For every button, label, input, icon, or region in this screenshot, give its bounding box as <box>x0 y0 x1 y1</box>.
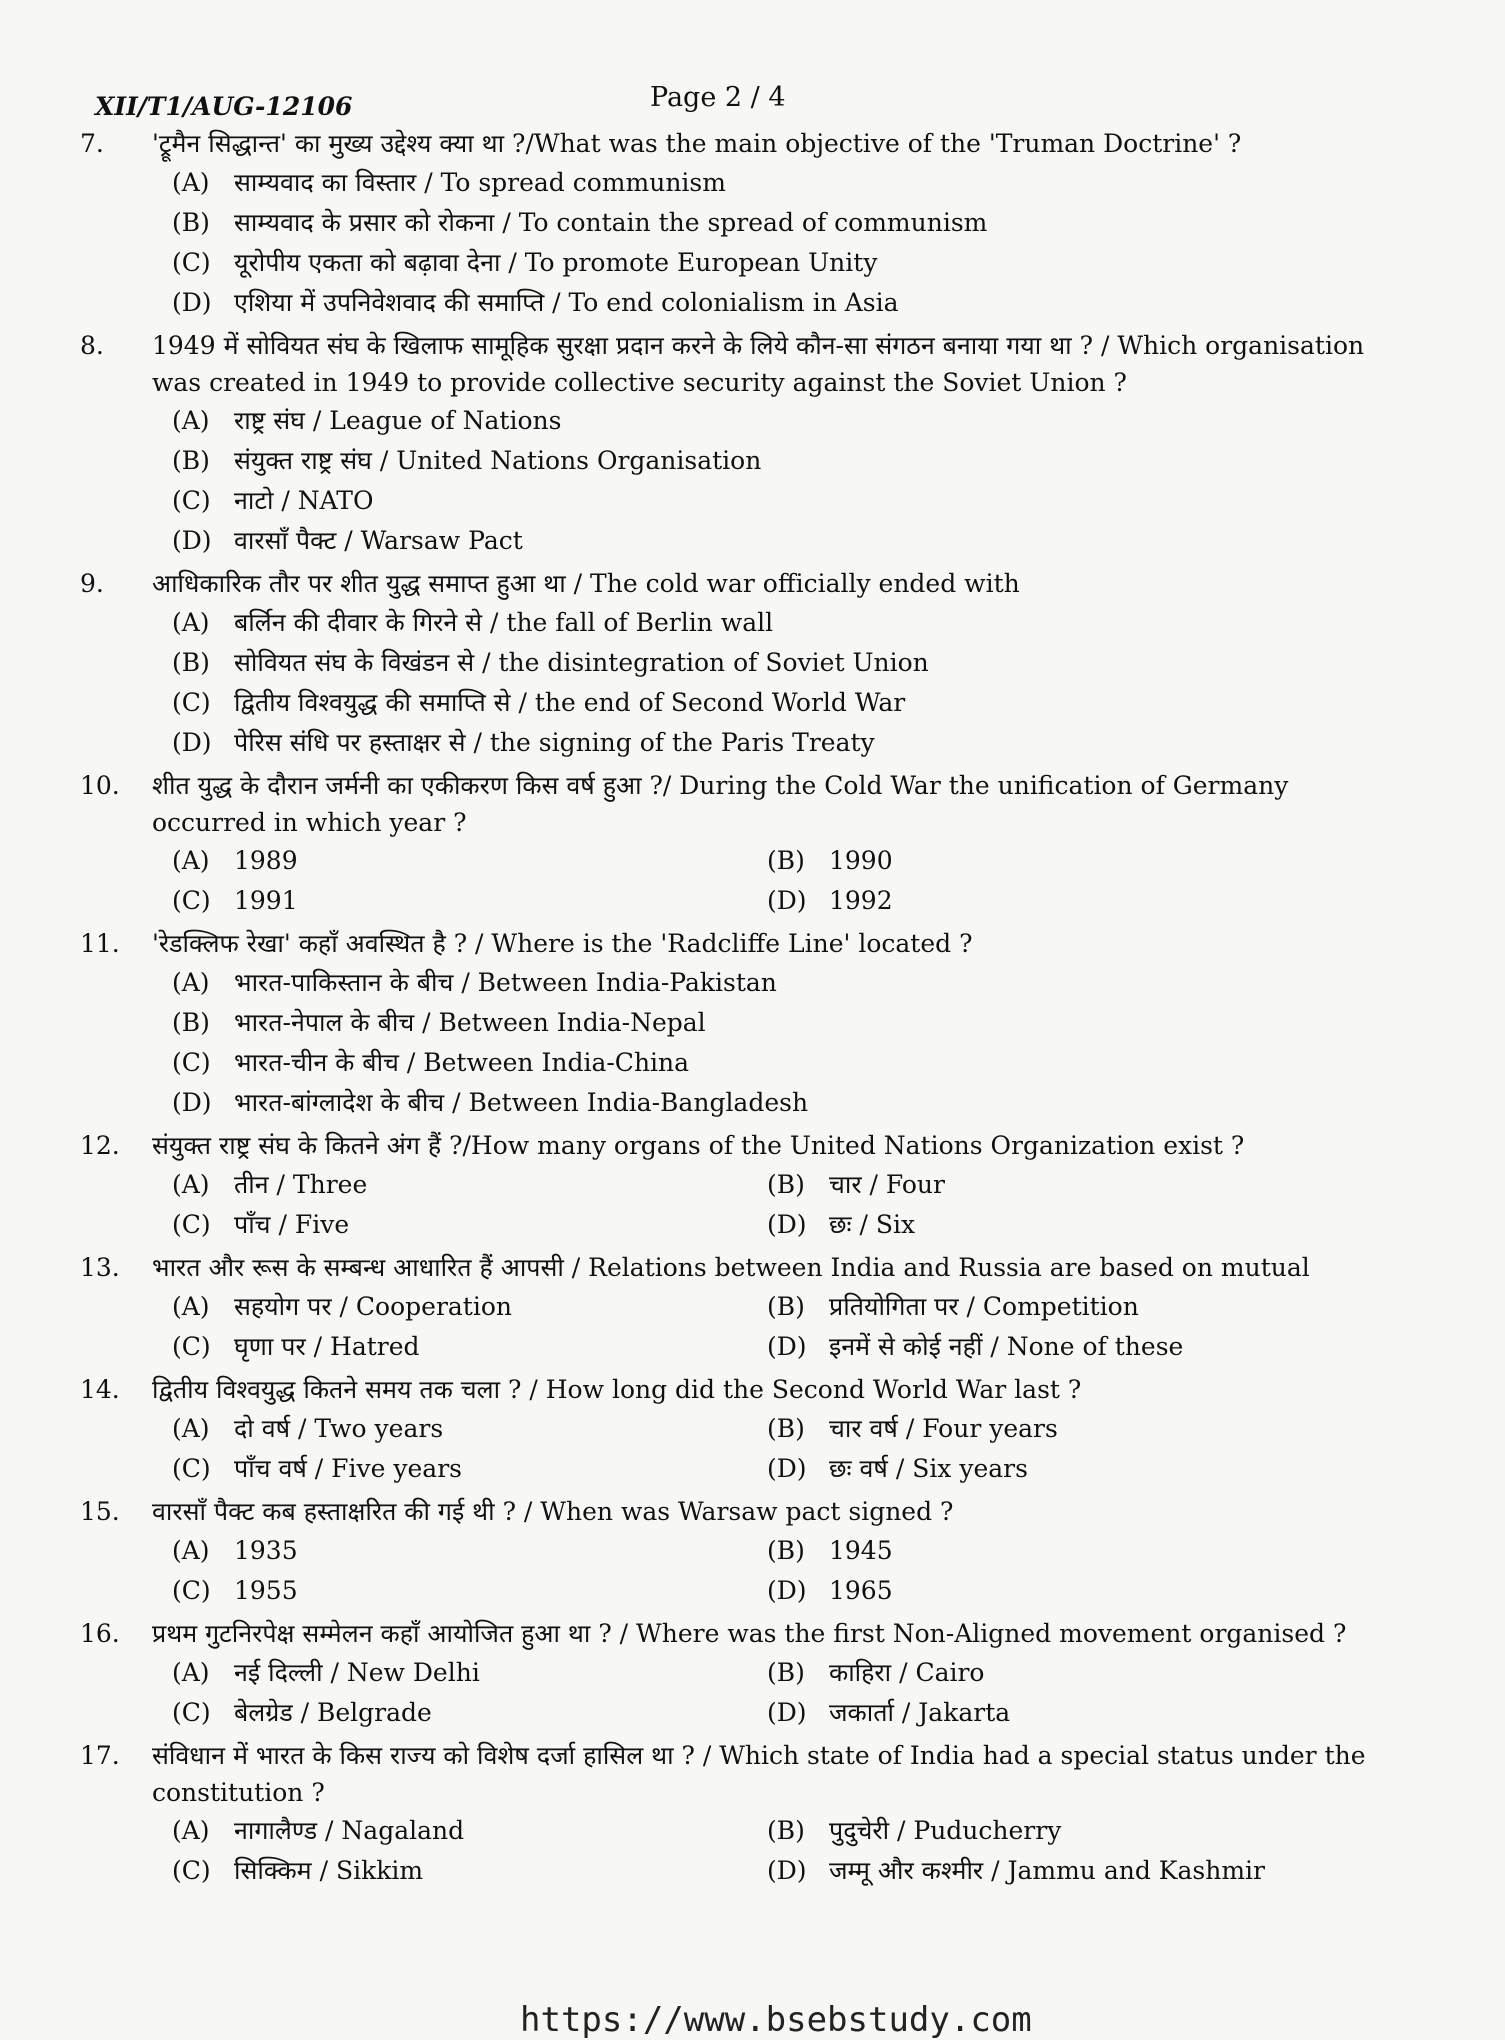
option-text: इनमें से कोई नहीं / None of these <box>829 1332 1184 1361</box>
option-label: (A) <box>172 1536 210 1565</box>
option <box>767 1449 1380 1489</box>
option-label: (B) <box>767 1292 805 1321</box>
option <box>767 841 1380 881</box>
question-row <box>80 1127 1380 1165</box>
options <box>172 163 1380 323</box>
question-row <box>80 1371 1380 1409</box>
footer-url: https://www.bsebstudy.com <box>520 2000 1032 2040</box>
option-label: (B) <box>767 1170 805 1199</box>
option <box>767 1531 1380 1571</box>
option-text: सिक्किम / Sikkim <box>234 1856 424 1885</box>
option-text: चार वर्ष / Four years <box>829 1414 1058 1443</box>
option-text: बर्लिन की दीवार के गिरने से / the fall of Berlin wall <box>234 608 774 637</box>
question-number: 14. <box>80 1375 120 1404</box>
option-text: भारत-चीन के बीच / Between India-China <box>234 1048 690 1077</box>
option-text: 1965 <box>829 1576 893 1605</box>
question-number: 15. <box>80 1497 120 1526</box>
option-label: (A) <box>172 1658 210 1687</box>
option-label: (D) <box>172 526 212 555</box>
option-label: (D) <box>767 1332 807 1361</box>
question-row <box>80 1615 1380 1653</box>
option-label: (C) <box>172 1048 211 1077</box>
question-text: आधिकारिक तौर पर शीत युद्ध समाप्त हुआ था / The cold war officially ended with <box>152 569 1020 598</box>
question-row <box>80 1249 1380 1287</box>
option-label: (C) <box>172 688 211 717</box>
option-label: (B) <box>767 1658 805 1687</box>
option-label: (C) <box>172 1332 211 1361</box>
option <box>172 841 767 881</box>
option-label: (C) <box>172 886 211 915</box>
option-label: (B) <box>172 648 210 677</box>
option <box>172 723 1380 763</box>
option-text: द्वितीय विश्वयुद्ध की समाप्ति से / the end of Second World War <box>234 688 906 717</box>
option-label: (C) <box>172 1698 211 1727</box>
options <box>172 401 1380 561</box>
option-label: (A) <box>172 1414 210 1443</box>
option <box>767 1811 1380 1851</box>
option <box>172 881 767 921</box>
option <box>172 643 1380 683</box>
option <box>767 1327 1380 1367</box>
option-text: 1990 <box>829 846 893 875</box>
option-text: जम्मू और कश्मीर / Jammu and Kashmir <box>829 1856 1265 1885</box>
option-text: चार / Four <box>829 1170 945 1199</box>
option-text: भारत-नेपाल के बीच / Between India-Nepal <box>234 1008 706 1037</box>
option-text: दो वर्ष / Two years <box>234 1414 444 1443</box>
option-label: (C) <box>172 486 211 515</box>
option <box>172 1205 767 1245</box>
option-label: (D) <box>172 288 212 317</box>
option-text: पाँच / Five <box>234 1210 350 1239</box>
question-text: 1949 में सोवियत संघ के खिलाफ सामूहिक सुरक्षा प्रदान करने के लिये कौन-सा संगठन बनाया गया था ? / Which organisation was created in 1949 to provide collective security against the Soviet Union ? <box>152 331 1365 397</box>
options <box>172 1287 1380 1367</box>
option <box>172 1409 767 1449</box>
option-text: साम्यवाद का विस्तार / To spread communism <box>234 168 726 197</box>
option-label: (B) <box>767 846 805 875</box>
question-number: 7. <box>80 129 104 158</box>
question-text: प्रथम गुटनिरपेक्ष सम्मेलन कहाँ आयोजित हुआ था ? / Where was the first Non-Aligned movement organised ? <box>152 1619 1347 1648</box>
option <box>172 1287 767 1327</box>
option-text: 1992 <box>829 886 893 915</box>
options <box>172 1531 1380 1611</box>
option-label: (D) <box>767 1454 807 1483</box>
option-label: (C) <box>172 1210 211 1239</box>
option-label: (D) <box>767 1698 807 1727</box>
option-label: (C) <box>172 1454 211 1483</box>
option <box>172 1327 767 1367</box>
option <box>172 963 1380 1003</box>
option-label: (D) <box>767 886 807 915</box>
option-text: 1935 <box>234 1536 298 1565</box>
option <box>172 1165 767 1205</box>
paper-code: XII/T1/AUG-12106 <box>95 92 353 121</box>
option-text: राष्ट्र संघ / League of Nations <box>234 406 562 435</box>
option-label: (C) <box>172 1856 211 1885</box>
option <box>767 1693 1380 1733</box>
question <box>80 1615 1380 1733</box>
question-number: 17. <box>80 1741 120 1770</box>
option <box>172 1083 1380 1123</box>
option <box>172 1043 1380 1083</box>
question-list <box>80 125 1380 1895</box>
option-text: 1945 <box>829 1536 893 1565</box>
option-text: नाटो / NATO <box>234 486 374 515</box>
option <box>172 243 1380 283</box>
option-label: (B) <box>767 1536 805 1565</box>
option <box>767 1653 1380 1693</box>
option <box>172 521 1380 561</box>
option-text: पेरिस संधि पर हस्ताक्षर से / the signing of the Paris Treaty <box>234 728 875 757</box>
option-text: यूरोपीय एकता को बढ़ावा देना / To promote European Unity <box>234 248 878 277</box>
options <box>172 1653 1380 1733</box>
option <box>767 1571 1380 1611</box>
question-number: 16. <box>80 1619 120 1648</box>
option <box>172 1571 767 1611</box>
option-text: एशिया में उपनिवेशवाद की समाप्ति / To end colonialism in Asia <box>234 288 899 317</box>
question-row <box>80 1493 1380 1531</box>
option-label: (A) <box>172 406 210 435</box>
question-number: 13. <box>80 1253 120 1282</box>
question <box>80 767 1380 921</box>
option <box>767 1851 1380 1891</box>
question <box>80 125 1380 323</box>
option-text: छः वर्ष / Six years <box>829 1454 1028 1483</box>
option-text: भारत-पाकिस्तान के बीच / Between India-Pakistan <box>234 968 777 997</box>
option <box>172 1531 767 1571</box>
options <box>172 603 1380 763</box>
option-label: (B) <box>172 446 210 475</box>
question-number: 10. <box>80 771 120 800</box>
option-text: 1989 <box>234 846 298 875</box>
option-label: (C) <box>172 1576 211 1605</box>
question-row <box>80 565 1380 603</box>
option-label: (B) <box>172 208 210 237</box>
option-label: (A) <box>172 1170 210 1199</box>
question-row <box>80 925 1380 963</box>
option <box>172 1811 767 1851</box>
options <box>172 1811 1380 1891</box>
question <box>80 565 1380 763</box>
question-row <box>80 125 1380 163</box>
option-text: घृणा पर / Hatred <box>234 1332 420 1361</box>
option <box>767 1205 1380 1245</box>
option <box>767 1165 1380 1205</box>
option-text: बेलग्रेड / Belgrade <box>234 1698 432 1727</box>
option-text: भारत-बांग्लादेश के बीच / Between India-Bangladesh <box>234 1088 809 1117</box>
options <box>172 1165 1380 1245</box>
question <box>80 327 1380 561</box>
question-number: 11. <box>80 929 120 958</box>
question <box>80 925 1380 1123</box>
option-text: पाँच वर्ष / Five years <box>234 1454 462 1483</box>
option-text: काहिरा / Cairo <box>829 1658 985 1687</box>
option <box>767 1287 1380 1327</box>
option-text: साम्यवाद के प्रसार को रोकना / To contain the spread of communism <box>234 208 988 237</box>
option <box>172 401 1380 441</box>
question-number: 8. <box>80 331 104 360</box>
option <box>172 283 1380 323</box>
question-text: शीत युद्ध के दौरान जर्मनी का एकीकरण किस वर्ष हुआ ?/ During the Cold War the unification of Germany occurred in which year ? <box>152 771 1289 837</box>
option <box>172 1653 767 1693</box>
option-label: (B) <box>767 1816 805 1845</box>
option-text: वारसाँ पैक्ट / Warsaw Pact <box>234 526 523 555</box>
question-text: द्वितीय विश्वयुद्ध कितने समय तक चला ? / How long did the Second World War last ? <box>152 1375 1082 1404</box>
question-number: 9. <box>80 569 104 598</box>
option-text: 1991 <box>234 886 298 915</box>
option-label: (A) <box>172 968 210 997</box>
option-text: छः / Six <box>829 1210 916 1239</box>
question-text: वारसाँ पैक्ट कब हस्ताक्षरित की गई थी ? / When was Warsaw pact signed ? <box>152 1497 954 1526</box>
option <box>172 163 1380 203</box>
option-text: तीन / Three <box>234 1170 368 1199</box>
question-number: 12. <box>80 1131 120 1160</box>
question-row <box>80 1737 1380 1811</box>
option-label: (A) <box>172 1292 210 1321</box>
options <box>172 1409 1380 1489</box>
option <box>172 1003 1380 1043</box>
option <box>172 603 1380 643</box>
option-label: (D) <box>767 1856 807 1885</box>
question <box>80 1737 1380 1891</box>
option-text: प्रतियोगिता पर / Competition <box>829 1292 1139 1321</box>
option <box>172 683 1380 723</box>
option-label: (B) <box>767 1414 805 1443</box>
question <box>80 1371 1380 1489</box>
question-text: भारत और रूस के सम्बन्ध आधारित हैं आपसी / Relations between India and Russia are based on mutual <box>152 1253 1310 1282</box>
option-label: (A) <box>172 1816 210 1845</box>
option-text: नागालैण्ड / Nagaland <box>234 1816 465 1845</box>
question-row <box>80 767 1380 841</box>
option <box>172 481 1380 521</box>
question-text: संविधान में भारत के किस राज्य को विशेष दर्जा हासिल था ? / Which state of India had a special status under the constitution ? <box>152 1741 1366 1807</box>
option-label: (A) <box>172 608 210 637</box>
question-text: संयुक्त राष्ट्र संघ के कितने अंग हैं ?/How many organs of the United Nations Organization exist ? <box>152 1131 1245 1160</box>
options <box>172 963 1380 1123</box>
option <box>767 1409 1380 1449</box>
option-text: सोवियत संघ के विखंडन से / the disintegration of Soviet Union <box>234 648 929 677</box>
option-label: (C) <box>172 248 211 277</box>
option <box>172 1693 767 1733</box>
question <box>80 1493 1380 1611</box>
option-label: (D) <box>172 728 212 757</box>
question <box>80 1249 1380 1367</box>
option <box>767 881 1380 921</box>
option <box>172 441 1380 481</box>
option <box>172 1449 767 1489</box>
option-label: (D) <box>172 1088 212 1117</box>
option-text: नई दिल्ली / New Delhi <box>234 1658 480 1687</box>
option-label: (A) <box>172 168 210 197</box>
question-text: 'रेडक्लिफ रेखा' कहाँ अवस्थित है ? / Where is the 'Radcliffe Line' located ? <box>152 929 973 958</box>
question-row <box>80 327 1380 401</box>
option-text: 1955 <box>234 1576 298 1605</box>
option-text: संयुक्त राष्ट्र संघ / United Nations Organisation <box>234 446 762 475</box>
question <box>80 1127 1380 1245</box>
option <box>172 1851 767 1891</box>
question-text: 'ट्रूमैन सिद्धान्त' का मुख्य उद्देश्य क्या था ?/What was the main objective of the 'Truman Doctrine' ? <box>152 129 1242 158</box>
option-text: पुदुचेरी / Puducherry <box>829 1816 1062 1845</box>
option-text: सहयोग पर / Cooperation <box>234 1292 512 1321</box>
option-label: (B) <box>172 1008 210 1037</box>
option <box>172 203 1380 243</box>
option-label: (A) <box>172 846 210 875</box>
options <box>172 841 1380 921</box>
option-text: जकार्ता / Jakarta <box>829 1698 1011 1727</box>
option-label: (D) <box>767 1576 807 1605</box>
page-number: Page 2 / 4 <box>650 82 786 113</box>
option-label: (D) <box>767 1210 807 1239</box>
